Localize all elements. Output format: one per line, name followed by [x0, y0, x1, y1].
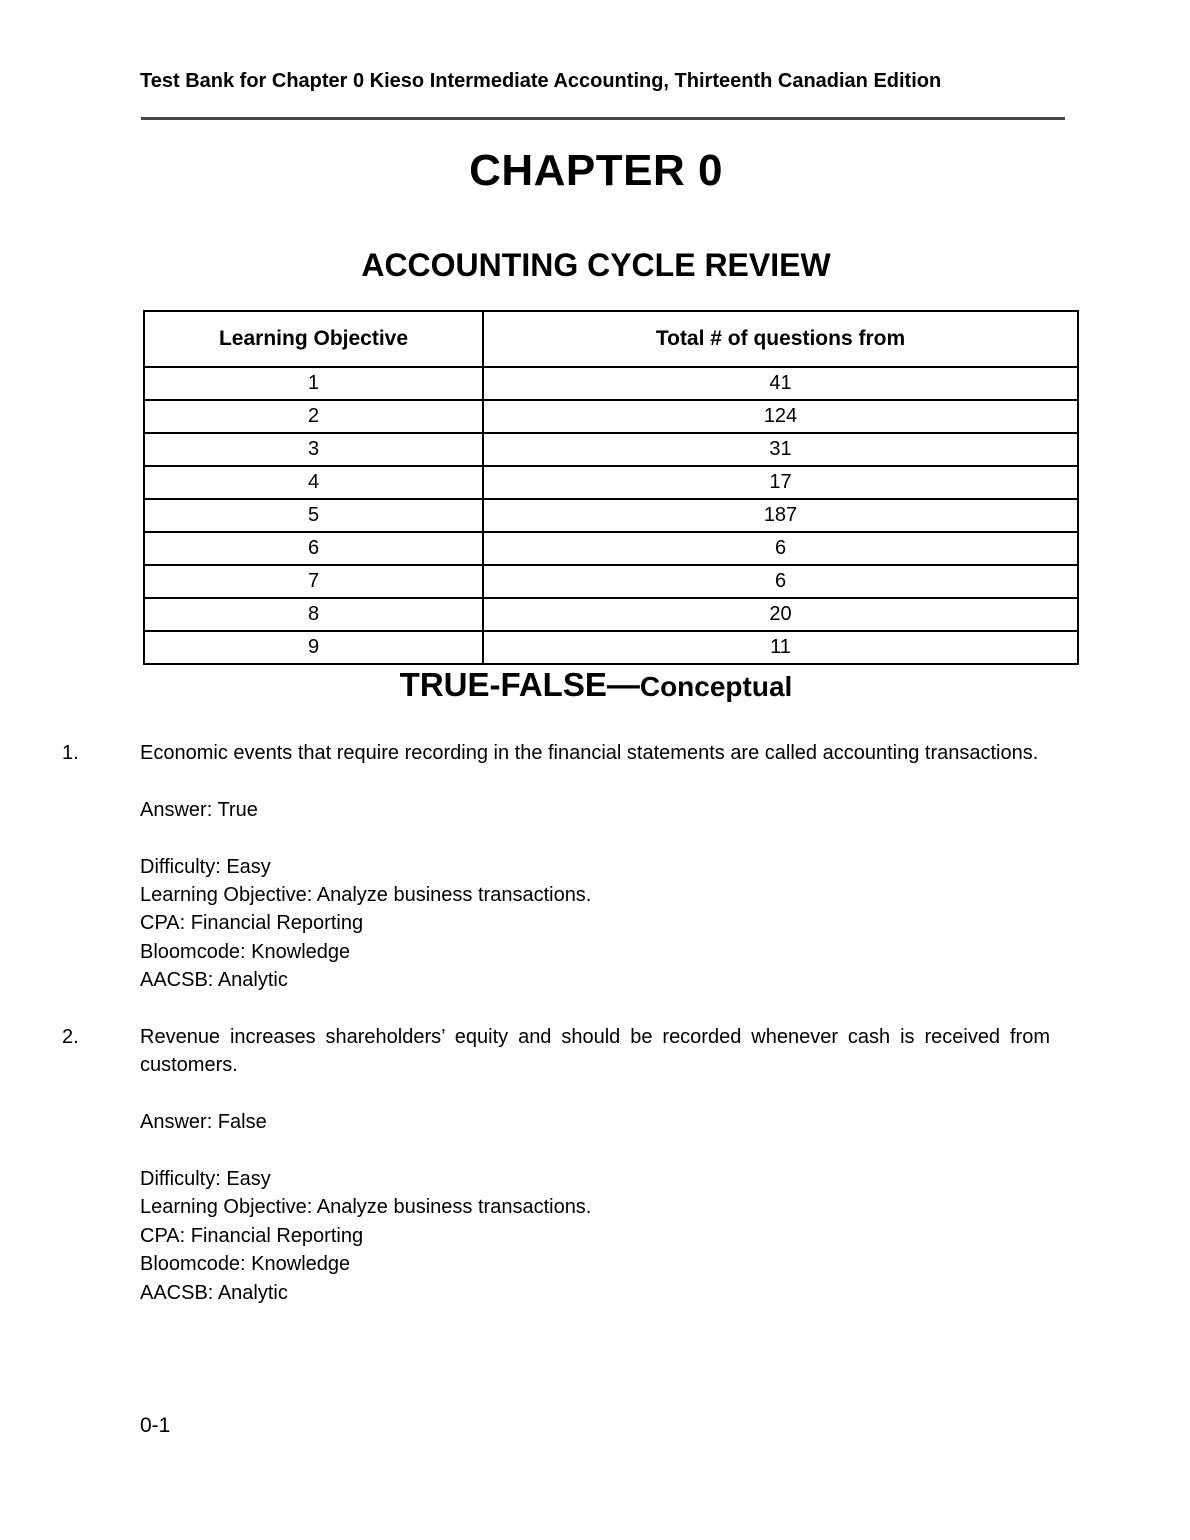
- table-row: [144, 433, 1078, 466]
- cell-learning-objective: 4: [144, 466, 483, 499]
- table-row: [144, 466, 1078, 499]
- cell-learning-objective: 3: [144, 433, 483, 466]
- question-text: Revenue increases shareholders’ equity and should be recorded whenever cash is received from customers.: [140, 1026, 1050, 1077]
- table-row: [144, 499, 1078, 532]
- cell-learning-objective: 1: [144, 367, 483, 400]
- table-row: [144, 400, 1078, 433]
- question-item: [62, 739, 1050, 995]
- aacsb-line: AACSB: Analytic: [140, 969, 288, 992]
- chapter-subtitle: ACCOUNTING CYCLE REVIEW: [361, 247, 831, 283]
- cell-learning-objective: 2: [144, 400, 483, 433]
- cell-total: 124: [483, 400, 1078, 433]
- section-heading-primary: TRUE-FALSE: [399, 666, 607, 703]
- difficulty-line: Difficulty: Easy: [140, 855, 271, 878]
- learning-objective-line: Learning Objective: Analyze business transactions.: [140, 1196, 592, 1219]
- cell-total: 6: [483, 565, 1078, 598]
- cpa-line: CPA: Financial Reporting: [140, 912, 364, 935]
- column-header-total-questions: Total # of questions from: [483, 311, 1078, 367]
- section-heading-dash: —: [606, 666, 640, 703]
- table-row: [144, 598, 1078, 631]
- cell-learning-objective: 5: [144, 499, 483, 532]
- column-header-learning-objective: Learning Objective: [144, 311, 483, 367]
- table-row: [144, 565, 1078, 598]
- aacsb-line: AACSB: Analytic: [140, 1281, 288, 1304]
- cell-learning-objective: 7: [144, 565, 483, 598]
- chapter-title: CHAPTER 0: [469, 146, 723, 195]
- cell-total: 17: [483, 466, 1078, 499]
- cell-total: 20: [483, 598, 1078, 631]
- running-header: Test Bank for Chapter 0 Kieso Intermediate Accounting, Thirteenth Canadian Edition: [140, 70, 942, 92]
- cpa-line: CPA: Financial Reporting: [140, 1224, 364, 1247]
- question-text: Economic events that require recording in the financial statements are called accounting transactions.: [140, 742, 1039, 764]
- cell-total: 41: [483, 367, 1078, 400]
- section-heading: [140, 666, 1052, 704]
- section-heading-secondary: Conceptual: [639, 671, 793, 702]
- table-row: [144, 631, 1078, 664]
- cell-learning-objective: 9: [144, 631, 483, 664]
- cell-total: 31: [483, 433, 1078, 466]
- cell-learning-objective: 8: [144, 598, 483, 631]
- bloomcode-line: Bloomcode: Knowledge: [140, 1253, 351, 1276]
- question-number: 2.: [62, 1026, 79, 1049]
- question-number: 1.: [62, 742, 79, 764]
- learning-objective-line: Learning Objective: Analyze business transactions.: [140, 884, 592, 906]
- question-item: [62, 1023, 1050, 1307]
- cell-total: 11: [483, 631, 1078, 664]
- difficulty-line: Difficulty: Easy: [140, 1168, 271, 1191]
- page-number: 0-1: [140, 1414, 171, 1437]
- questions-list: [62, 739, 1050, 1307]
- bloomcode-line: Bloomcode: Knowledge: [140, 940, 351, 963]
- answer-line: Answer: True: [140, 798, 258, 821]
- table-row: [144, 532, 1078, 565]
- cell-total: 6: [483, 532, 1078, 565]
- header-rule: [141, 117, 1065, 120]
- table-row: [144, 367, 1078, 400]
- cell-learning-objective: 6: [144, 532, 483, 565]
- table-header-row: [144, 311, 1078, 367]
- cell-total: 187: [483, 499, 1078, 532]
- answer-line: Answer: False: [140, 1111, 267, 1134]
- learning-objective-table: [143, 310, 1079, 665]
